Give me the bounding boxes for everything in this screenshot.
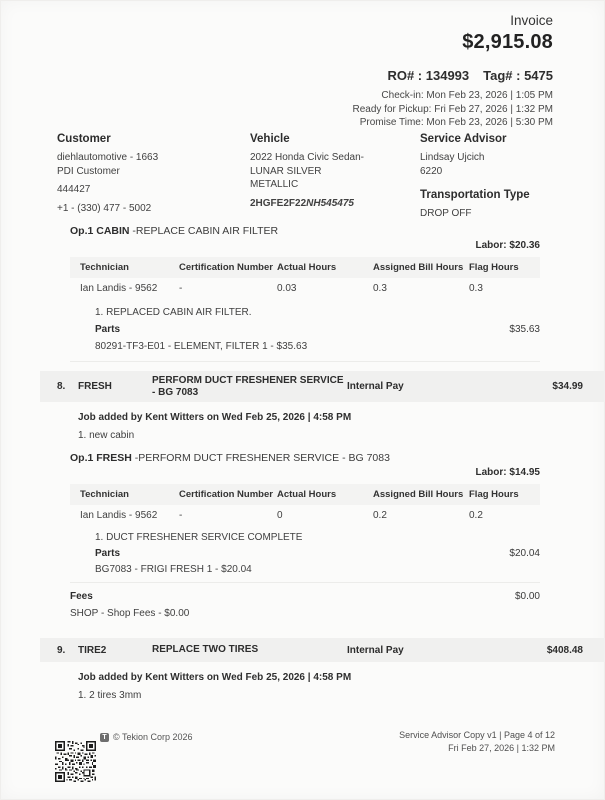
printed-date: Fri Feb 27, 2026 | 1:32 PM xyxy=(448,742,555,753)
copyright-line xyxy=(100,732,193,742)
cabin-labor-total: Labor: $20.36 xyxy=(475,240,540,251)
actual-hours-cell: 0.03 xyxy=(277,283,297,294)
certification-cell: - xyxy=(179,283,183,294)
job9-band xyxy=(40,638,605,662)
flag-hours-cell: 0.2 xyxy=(469,510,483,521)
customer-title: Customer xyxy=(57,133,111,145)
col-certification: Certification Number xyxy=(179,484,277,505)
vehicle-description: 2022 Honda Civic Sedan-LUNAR SILVER METALLIC xyxy=(250,152,364,190)
job8-description: PERFORM DUCT FRESHENER SERVICE - BG 7083 xyxy=(152,374,344,398)
service-advisor-number: 6220 xyxy=(420,165,443,177)
job8-notes xyxy=(78,412,351,441)
job8-added-by: Job added by Kent Witters on Wed Feb 25, 2026 | 4:58 PM xyxy=(78,412,352,423)
transportation-value: DROP OFF xyxy=(420,208,472,219)
invoice-header xyxy=(353,13,553,130)
assigned-hours-cell: 0.2 xyxy=(373,510,387,521)
cabin-story: 1. REPLACED CABIN AIR FILTER. xyxy=(95,307,252,318)
customer-type: PDI Customer xyxy=(57,165,120,177)
tekion-logo-icon: T xyxy=(100,733,109,742)
table-header-row xyxy=(70,257,540,278)
invoice-total: $2,915.08 xyxy=(462,31,553,53)
fresh-story: 1. DUCT FRESHENER SERVICE COMPLETE xyxy=(95,532,303,543)
assigned-hours-cell: 0.3 xyxy=(373,283,387,294)
cabin-part-line: 80291-TF3-E01 - ELEMENT, FILTER 1 - $35.63 xyxy=(95,341,308,352)
job9-pay-type: Internal Pay xyxy=(347,644,404,656)
op-fresh-section xyxy=(70,452,540,619)
table-row xyxy=(70,278,540,298)
customer-name: diehlautomotive - 1663 xyxy=(57,152,159,163)
section-divider xyxy=(70,361,540,362)
technician-cell: Ian Landis - 9562 xyxy=(80,283,158,294)
fresh-parts-row xyxy=(70,548,540,559)
col-technician: Technician xyxy=(70,257,179,278)
table-row xyxy=(70,505,540,525)
job8-pay-type: Internal Pay xyxy=(347,381,404,392)
service-advisor-name: Lindsay Ujcich xyxy=(420,152,485,163)
parts-amount: $20.04 xyxy=(509,548,540,559)
invoice-title: Invoice xyxy=(510,13,553,28)
job8-note: 1. new cabin xyxy=(78,430,135,441)
advisor-block xyxy=(420,133,557,221)
job9-description: REPLACE TWO TIRES xyxy=(152,644,259,655)
flag-hours-cell: 0.3 xyxy=(469,283,483,294)
table-header-row xyxy=(70,484,540,505)
fees-row xyxy=(70,591,540,602)
op-cabin-section xyxy=(70,225,540,362)
col-assigned-hours: Assigned Bill Hours xyxy=(373,484,469,505)
op-fresh-title xyxy=(70,452,540,464)
fees-line: SHOP - Shop Fees - $0.00 xyxy=(70,608,190,619)
certification-cell: - xyxy=(179,510,183,521)
parts-amount: $35.63 xyxy=(509,324,540,335)
cabin-hours-table xyxy=(70,257,540,298)
technician-cell: Ian Landis - 9562 xyxy=(80,510,158,521)
tag-number: Tag# : 5475 xyxy=(483,68,553,83)
cabin-parts-row xyxy=(70,324,540,335)
fees-label: Fees xyxy=(70,591,93,602)
header-dates xyxy=(353,89,553,130)
customer-block xyxy=(57,133,250,221)
checkin-date: Check-in: Mon Feb 23, 2026 | 1:05 PM xyxy=(381,90,553,101)
job8-number: 8. xyxy=(57,381,66,392)
parties-section xyxy=(57,133,557,221)
job9-code: TIRE2 xyxy=(78,644,107,656)
service-advisor-title: Service Advisor xyxy=(420,133,507,145)
fresh-hours-table xyxy=(70,484,540,525)
parts-label: Parts xyxy=(95,548,121,559)
promise-time: Promise Time: Mon Feb 23, 2026 | 5:30 PM xyxy=(359,117,553,128)
copyright-text: © Tekion Corp 2026 xyxy=(113,732,193,742)
col-flag-hours: Flag Hours xyxy=(469,257,540,278)
fees-amount: $0.00 xyxy=(514,591,540,602)
vehicle-title: Vehicle xyxy=(250,133,290,145)
op-fresh-desc: -PERFORM DUCT FRESHENER SERVICE - BG 7083 xyxy=(131,452,390,464)
ready-for-pickup-date: Ready for Pickup: Fri Feb 27, 2026 | 1:32 PM xyxy=(352,103,553,115)
op-cabin-label: Op.1 CABIN xyxy=(70,225,130,237)
job9-number: 9. xyxy=(57,644,66,656)
copy-info: Service Advisor Copy v1 | Page 4 of 12 xyxy=(399,730,555,740)
op-cabin-title xyxy=(70,225,540,237)
col-certification: Certification Number xyxy=(179,257,277,278)
ro-number: RO# : 134993 xyxy=(387,68,470,83)
job8-band xyxy=(40,371,605,402)
parts-label: Parts xyxy=(95,324,121,335)
col-actual-hours: Actual Hours xyxy=(277,257,373,278)
job9-added-by: Job added by Kent Witters on Wed Feb 25, 2026 | 4:58 PM xyxy=(78,672,352,683)
vin-prefix: 2HGFE2F22 xyxy=(250,197,307,209)
vehicle-vin xyxy=(250,197,420,211)
transportation-block xyxy=(420,189,557,221)
vehicle-block xyxy=(250,133,420,221)
job9-notes xyxy=(78,672,351,701)
footer-right xyxy=(399,729,555,754)
job8-amount: $34.99 xyxy=(552,381,583,392)
customer-number: 444427 xyxy=(57,184,91,195)
transportation-title: Transportation Type xyxy=(420,189,530,201)
actual-hours-cell: 0 xyxy=(277,510,283,521)
job8-code: FRESH xyxy=(78,381,112,392)
col-flag-hours: Flag Hours xyxy=(469,484,540,505)
ro-tag-line xyxy=(353,68,553,83)
qr-code xyxy=(54,741,97,787)
op-fresh-label: Op.1 FRESH xyxy=(70,452,132,464)
op-cabin-desc: -REPLACE CABIN AIR FILTER xyxy=(129,225,279,237)
col-actual-hours: Actual Hours xyxy=(277,484,373,505)
job9-amount: $408.48 xyxy=(546,644,583,656)
fees-block xyxy=(70,591,540,619)
customer-phone: +1 - (330) 477 - 5002 xyxy=(57,202,152,214)
job9-note: 1. 2 tires 3mm xyxy=(78,690,142,701)
vin-suffix: NH545475 xyxy=(306,197,354,209)
fresh-part-line: BG7083 - FRIGI FRESH 1 - $20.04 xyxy=(95,564,252,575)
section-divider xyxy=(70,582,540,583)
col-assigned-hours: Assigned Bill Hours xyxy=(373,257,469,278)
col-technician: Technician xyxy=(70,484,179,505)
fresh-labor-total: Labor: $14.95 xyxy=(475,467,540,478)
